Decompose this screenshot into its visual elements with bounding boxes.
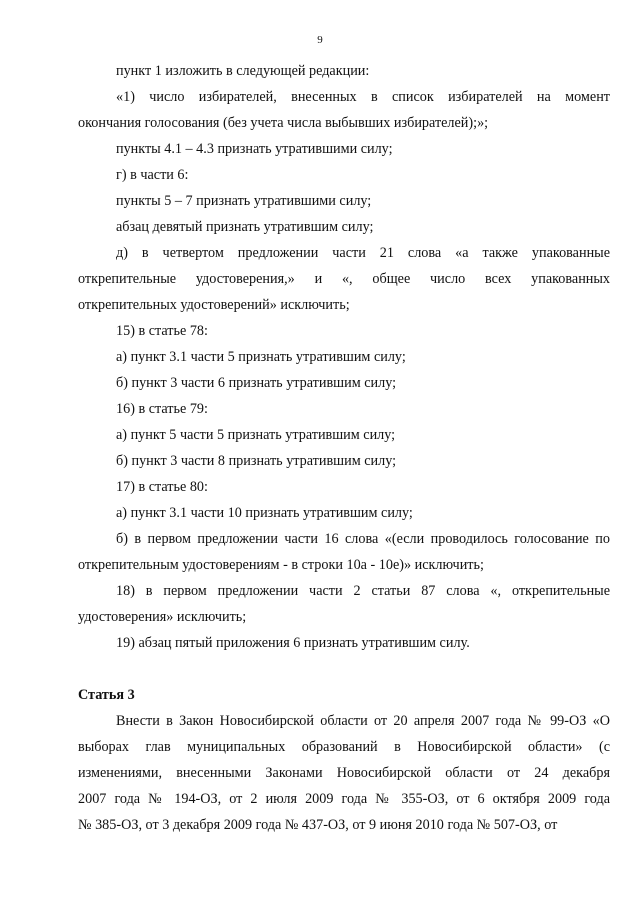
text-line: 18) в первом предложении части 2 статьи 87 слова «, открепительные — [116, 583, 610, 599]
article-heading — [78, 682, 610, 708]
text-line: «1) число избирателей, внесенных в список избирателей на момент — [116, 89, 610, 105]
text-line: а) пункт 5 части 5 признать утратившим силу; — [116, 427, 396, 443]
text-line: открепительные удостоверения,» и «, общее число всех упакованных — [78, 271, 610, 287]
paragraph — [78, 240, 610, 318]
paragraph — [78, 396, 610, 422]
paragraph — [78, 526, 610, 578]
paragraph — [78, 578, 610, 630]
document-body — [78, 58, 610, 838]
text-line: 2007 года № 194-ОЗ, от 2 июля 2009 года № 355-ОЗ, от 6 октября 2009 года — [78, 791, 610, 807]
paragraph — [78, 630, 610, 656]
paragraph — [78, 162, 610, 188]
paragraph — [78, 318, 610, 344]
text-line: Внести в Закон Новосибирской области от 20 апреля 2007 года № 99-ОЗ «О — [116, 713, 610, 729]
paragraph — [78, 370, 610, 396]
text-line: окончания голосования (без учета числа выбывших избирателей);»; — [78, 115, 489, 131]
text-line: а) пункт 3.1 части 10 признать утратившим силу; — [116, 505, 413, 521]
text-line: б) пункт 3 части 6 признать утратившим силу; — [116, 375, 397, 391]
text-line: абзац девятый признать утратившим силу; — [116, 219, 374, 235]
paragraph — [78, 344, 610, 370]
text-line: 17) в статье 80: — [116, 479, 208, 495]
paragraph — [78, 84, 610, 136]
paragraph — [78, 188, 610, 214]
text-line: изменениями, внесенными Законами Новосибирской области от 24 декабря — [78, 765, 610, 781]
paragraph — [78, 136, 610, 162]
text-line: г) в части 6: — [116, 167, 189, 183]
text-line: пункты 4.1 – 4.3 признать утратившими силу; — [116, 141, 393, 157]
text-line: пункты 5 – 7 признать утратившими силу; — [116, 193, 372, 209]
page-number: 9 — [317, 34, 323, 46]
text-line: б) пункт 3 части 8 признать утратившим силу; — [116, 453, 397, 469]
paragraph-gap — [78, 656, 610, 682]
text-line: Статья 3 — [78, 687, 135, 703]
paragraph — [78, 708, 610, 838]
paragraph — [78, 422, 610, 448]
text-line: открепительных удостоверений» исключить; — [78, 297, 350, 313]
text-line: выборах глав муниципальных образований в Новосибирской области» (с — [78, 739, 610, 755]
paragraph — [78, 58, 610, 84]
text-line: а) пункт 3.1 части 5 признать утратившим силу; — [116, 349, 406, 365]
paragraph — [78, 500, 610, 526]
text-line: 15) в статье 78: — [116, 323, 208, 339]
text-line: 16) в статье 79: — [116, 401, 208, 417]
text-line: 19) абзац пятый приложения 6 признать утратившим силу. — [116, 635, 470, 651]
text-line: д) в четвертом предложении части 21 слова «а также упакованные — [116, 245, 610, 261]
text-line: открепительным удостоверениям - в строки 10а - 10е)» исключить; — [78, 557, 484, 573]
paragraph — [78, 448, 610, 474]
paragraph — [78, 474, 610, 500]
text-line: пункт 1 изложить в следующей редакции: — [116, 63, 370, 79]
paragraph — [78, 214, 610, 240]
text-line: б) в первом предложении части 16 слова «(если проводилось голосование по — [116, 531, 610, 547]
text-line: удостоверения» исключить; — [78, 609, 247, 625]
text-line: № 385-ОЗ, от 3 декабря 2009 года № 437-ОЗ, от 9 июня 2010 года № 507-ОЗ, от — [78, 817, 558, 833]
